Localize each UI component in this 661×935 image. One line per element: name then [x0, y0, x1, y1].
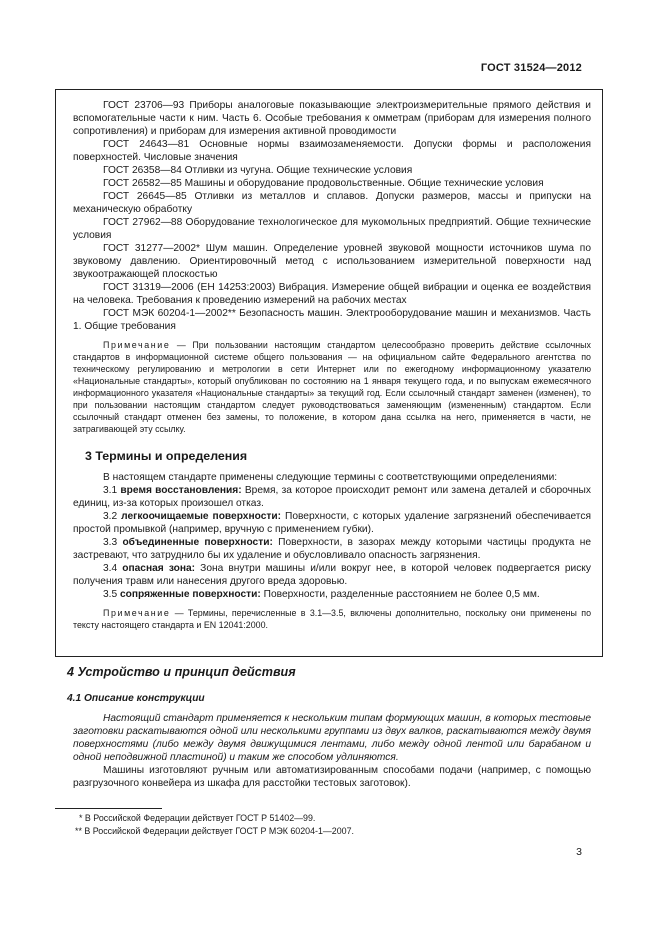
term-definition: Поверхности, в зазорах между которыми частицы продукта не застревают, что затруднило бы их удаление и обусловливало опасность загрязнения. [73, 537, 591, 561]
section-4-title: 4 Устройство и принцип действия [67, 665, 296, 679]
ref-item: ГОСТ 26582—85 Машины и оборудование продовольственные. Общие технические условия [103, 178, 544, 189]
term-item [73, 536, 591, 562]
references-note [73, 339, 591, 435]
ref-item: ГОСТ 31277—2002* Шум машин. Определение уровней звуковой мощности источников шума по звуковому давлению. Ориентировочный метод с использованием измерительной поверхности над звукоотражающей плоскостью [73, 243, 591, 280]
terms-note [73, 607, 591, 631]
term-item [73, 588, 591, 601]
term-definition: Зона внутри машины и/или вокруг нее, в которой человек подвергается риску получения травм или нанесения другого вреда здоровью. [73, 563, 591, 587]
subsection-4-1-title: 4.1 Описание конструкции [67, 693, 205, 704]
term-definition: Поверхности, разделенные расстоянием не более 0,5 мм. [263, 589, 540, 600]
term-number: 3.3 [103, 537, 118, 548]
ref-item: ГОСТ МЭК 60204-1—2002** Безопасность машин. Электрооборудование машин и механизмов. Часть 1. Общие требования [73, 308, 591, 332]
ref-item: ГОСТ 26645—85 Отливки из металлов и сплавов. Допуски размеров, массы и припуски на механическую обработку [73, 191, 591, 215]
term-name: опасная зона: [122, 563, 196, 574]
ref-item: ГОСТ 27962—88 Оборудование технологическое для мукомольных предприятий. Общие технические условия [73, 217, 591, 241]
section-4-paragraph-italic: Настоящий стандарт применяется к нескольким типам формующих машин, в которых тестовые заготовки раскатываются одной или несколькими группами из двух валков, раскатываются между двумя поверхностями (либо между двумя движущимися лентами, либо между одной лентой или барабаном и одной неподвижной пластиной) и таким же способом удлиняются. [73, 713, 591, 763]
term-number: 3.2 [103, 511, 118, 522]
note-text: — Термины, перечисленные в 3.1—3.5, включены дополнительно, поскольку они применены по тексту настоящего стандарта и EN 12041:2000. [73, 608, 591, 630]
term-item [73, 562, 591, 588]
term-name: легкоочищаемые поверхности: [121, 511, 282, 522]
frame-content [55, 99, 603, 631]
term-name: сопряженные поверхности: [120, 589, 261, 600]
ref-item: ГОСТ 23706—93 Приборы аналоговые показывающие электроизмерительные прямого действия и вспомогательные части к ним. Часть 6. Особые требования к омметрам (приборам для измерения полного сопротивления) и приборам для измерения активной проводимости [73, 100, 591, 137]
page-number: 3 [576, 846, 582, 858]
term-number: 3.4 [103, 563, 118, 574]
footnote-item: * В Российской Федерации действует ГОСТ Р 51402—99. [79, 813, 316, 823]
section-3-intro: В настоящем стандарте применены следующие термины с соответствующими определениями: [103, 472, 558, 483]
note-label: Примечание [103, 340, 171, 350]
note-text: — При пользовании настоящим стандартом целесообразно проверить действие ссылочных стандартов в информационной системе общего пользования — на официальном сайте Федерального агентства по техническому регулированию и метрологии в сети Интернет или по ежегодному информационному указателю «Национальные стандарты», который опубликован по состоянию на 1 января текущего года, и по выпускам ежемесячного информационного указателя «Национальные стандарты» за текущий год. Если ссылочный стандарт заменен (изменен), то при пользовании настоящим стандартом следует руководствоваться заменяющим (измененным) стандартом. Если ссылочный стандарт отменен без замены, то положение, в котором дана ссылка на него, применяется в части, не затрагивающей эту ссылку. [73, 340, 591, 434]
term-item [73, 510, 591, 536]
footnote-item: ** В Российской Федерации действует ГОСТ Р МЭК 60204-1—2007. [75, 826, 354, 836]
term-definition: Время, за которое происходит ремонт или замена деталей и сборочных единиц, из-за которых произошел отказ. [73, 485, 591, 509]
footnotes [55, 812, 603, 838]
term-name: время восстановления: [120, 485, 242, 496]
term-number: 3.5 [103, 589, 118, 600]
section-3-title: 3 Термины и определения [85, 449, 248, 463]
section-4-body [55, 712, 603, 790]
document-code: ГОСТ 31524—2012 [480, 62, 582, 74]
term-item [73, 484, 591, 510]
footnote-divider [55, 808, 162, 809]
term-definition: Поверхности, с которых удаление загрязнений обеспечивается простой промывкой (например, вручную с применением губки). [73, 511, 591, 535]
ref-item: ГОСТ 24643—81 Основные нормы взаимозаменяемости. Допуски формы и расположения поверхностей. Числовые значения [73, 139, 591, 163]
term-name: объединенные поверхности: [122, 537, 273, 548]
ref-item: ГОСТ 26358—84 Отливки из чугуна. Общие технические условия [103, 165, 413, 176]
note-label: Примечание [103, 608, 171, 618]
section-4-paragraph: Машины изготовляют ручным или автоматизированным способами подачи (например, с помощью разгрузочного конвейера из шкафа для расстойки тестовых заготовок). [73, 765, 591, 789]
term-number: 3.1 [103, 485, 118, 496]
ref-item: ГОСТ 31319—2006 (ЕН 14253:2003) Вибрация. Измерение общей вибрации и оценка ее воздействия на человека. Требования к проведению измерений на рабочих местах [73, 282, 591, 306]
